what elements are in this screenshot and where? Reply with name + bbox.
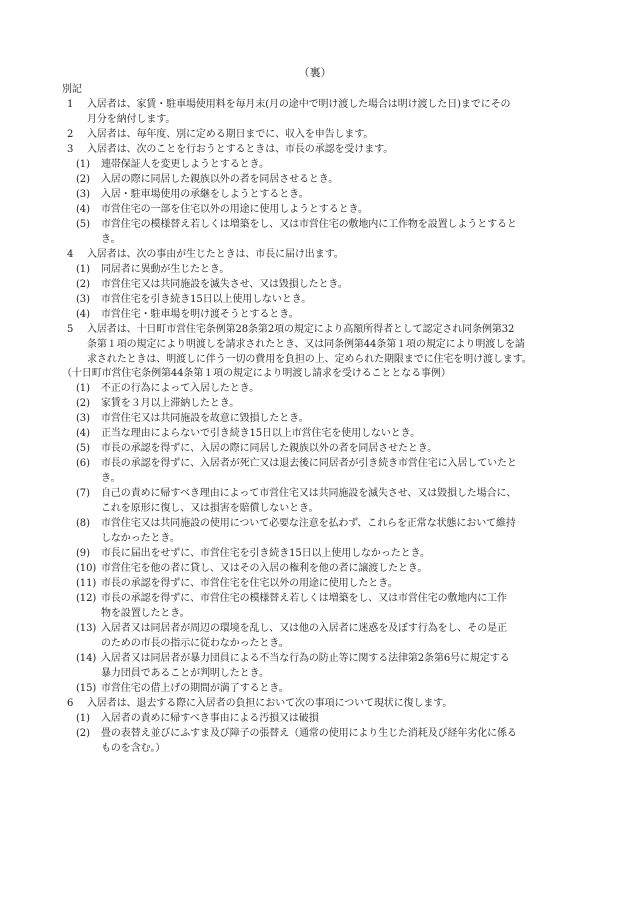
sub-item-text: 不正の行為によって入居したとき。: [101, 383, 259, 395]
sub-item-text: 連帯保証人を変更しようとするとき。: [101, 158, 269, 170]
sub-item-number: (5): [76, 443, 90, 455]
sub-item-number: (6): [76, 458, 90, 470]
sub-item-number: (4): [76, 428, 90, 440]
sub-item-text-continued: 物を設置したとき。: [101, 608, 190, 619]
sub-item-number: (3): [76, 293, 90, 305]
article-text: 入居者は、家賃・駐車場使用料を毎月末(月の途中で明け渡した場合は明け渡した日)までにその: [87, 99, 511, 110]
sub-item-number: (4): [76, 308, 90, 320]
article-text: 入居者は、次の事由が生じたときは、市長に届け出ます。: [87, 248, 344, 260]
sub-item-text: 入居・駐車場使用の承継をしようとするとき。: [101, 188, 309, 200]
sub-item-number: (3): [76, 413, 90, 425]
sub-item-number: (13): [76, 622, 97, 634]
article-text: 入居者は、次のことを行おうとするときは、市長の承認を受けます。: [87, 143, 394, 155]
sub-item-text: 家賃を３月以上滞納したとき。: [101, 398, 240, 410]
sub-item-number: (15): [76, 682, 97, 694]
sub-item-number: (2): [76, 727, 90, 739]
sub-item-text: 入居者の責めに帰すべき事由による汚損又は破損: [101, 712, 319, 724]
sub-item-text: 市長の承認を得ずに、市営住宅を住宅以外の用途に使用したとき。: [101, 578, 398, 589]
sub-item-text: 正当な理由によらないで引き続き15日以上市営住宅を使用しないとき。: [101, 428, 421, 440]
sub-item-text: 市長の承認を得ずに、入居の際に同居した親族以外の者を同居させたとき。: [101, 443, 438, 455]
article-note: （十日町市営住宅条例第44条第１項の規定により明渡し請求を受けることとなる事例）: [62, 368, 451, 380]
sub-item-number: (1): [76, 263, 90, 275]
sub-item-number: (5): [76, 218, 90, 230]
article-text-continued: 条第１項の規定により明渡しを請求されたとき、又は同条例第44条第１項の規定により明渡しを請: [87, 338, 525, 350]
sub-item-text: 自己の責めに帰すべき理由によって市営住宅又は共同施設を滅失させ、又は毀損した場合に、: [101, 488, 517, 500]
article-text-continued: 求されたときは、明渡しに伴う一切の費用を負担の上、定められた期限までに住宅を明け渡します。: [87, 353, 532, 365]
sub-item-text: 入居者又は同居者が暴力団員による不当な行為の防止等に関する法律第2条第6号に規定する: [101, 652, 510, 664]
sub-item-text: 入居の際に同居した親族以外の者を同居させるとき。: [101, 173, 339, 185]
sub-item-text-continued: のための市長の指示に従わなかったとき。: [101, 637, 289, 649]
sub-item-number: (4): [76, 203, 90, 215]
sub-item-number: (3): [76, 188, 90, 200]
sub-item-number: (2): [76, 278, 90, 290]
article-number: 1: [67, 99, 74, 110]
sub-item-text-continued: しなかったとき。: [101, 533, 180, 545]
sub-item-text: 市営住宅又は共同施設を故意に毀損したとき。: [101, 413, 309, 425]
sub-item-number: (12): [76, 593, 97, 604]
sub-item-text: 市営住宅又は共同施設を滅失させ、又は毀損したとき。: [101, 278, 348, 290]
sub-item-text: 入居者又は同居者が周辺の環境を乱し、又は他の入居者に迷惑を及ぼす行為をし、その是正: [101, 622, 507, 634]
sub-item-number: (8): [76, 518, 90, 530]
article-number: 5: [67, 323, 74, 335]
article-number: 3: [67, 143, 74, 155]
article-number: 2: [67, 128, 74, 140]
sub-item-text: 市営住宅の模様替え若しくは増築をし、又は市営住宅の敷地内に工作物を設置しようとすると: [101, 218, 517, 230]
article-text: 入居者は、退去する際に入居者の負担において次の事項について現状に復します。: [87, 697, 453, 709]
sub-item-text: 市営住宅の借上げの期間が満了するとき。: [101, 682, 289, 694]
sub-item-text-continued: これを原形に復し、又は損害を賠償しないとき。: [101, 503, 319, 515]
sub-item-text: 市営住宅・駐車場を明け渡そうとするとき。: [101, 308, 299, 320]
sub-item-text: 市長の承認を得ずに、市営住宅の模様替え若しくは増築をし、又は市営住宅の敷地内に工作: [101, 593, 507, 604]
sub-item-text: 市営住宅を引き続き15日以上使用しないとき。: [101, 293, 312, 305]
article-text-continued: 月分を納付します。: [87, 113, 176, 125]
sub-item-text-continued: ものを含む。）: [101, 742, 166, 754]
sub-item-text: 同居者に異動が生じたとき。: [101, 263, 230, 275]
article-number: 6: [67, 697, 74, 709]
sub-item-number: (10): [76, 563, 97, 574]
article-text: 入居者は、十日町市営住宅条例第28条第2項の規定により高額所得者として認定され同条例第32: [87, 323, 515, 335]
sub-item-number: (14): [76, 652, 97, 664]
sub-item-text: 市営住宅を他の者に貸し、又はその入居の権利を他の者に譲渡したとき。: [101, 563, 428, 574]
sub-item-number: (7): [76, 488, 90, 500]
article-number: 4: [67, 248, 74, 260]
sub-item-text-continued: 暴力団員であることが判明したとき。: [101, 667, 269, 679]
sub-item-number: (1): [76, 158, 90, 170]
sub-item-number: (11): [76, 578, 97, 589]
sub-item-text: 市営住宅又は共同施設の使用について必要な注意を払わず、これらを正常な状態において維持: [101, 518, 516, 530]
section-heading: 別記: [62, 84, 82, 95]
sub-item-text: 市長の承認を得ずに、入居者が死亡又は退去後に同居者が引き続き市営住宅に入居していたと: [101, 458, 517, 470]
sub-item-number: (2): [76, 173, 90, 185]
sub-item-number: (9): [76, 548, 90, 560]
sub-item-text: 市長に届出をせずに、市営住宅を引き続き15日以上使用しなかったとき。: [101, 548, 430, 560]
sub-item-text: 市営住宅の一部を住宅以外の用途に使用しようとするとき。: [101, 203, 368, 215]
sub-item-text-continued: き。: [101, 233, 121, 245]
sub-item-number: (2): [76, 398, 90, 410]
article-text: 入居者は、毎年度、別に定める期日までに、収入を申告します。: [87, 128, 374, 140]
page-title: （裏）: [298, 66, 332, 79]
sub-item-text: 畳の表替え並びにふすま及び障子の張替え（通常の使用により生じた消耗及び経年劣化に係る: [101, 727, 517, 739]
sub-item-number: (1): [76, 383, 90, 395]
sub-item-number: (1): [76, 712, 90, 724]
sub-item-text-continued: き。: [101, 473, 121, 485]
